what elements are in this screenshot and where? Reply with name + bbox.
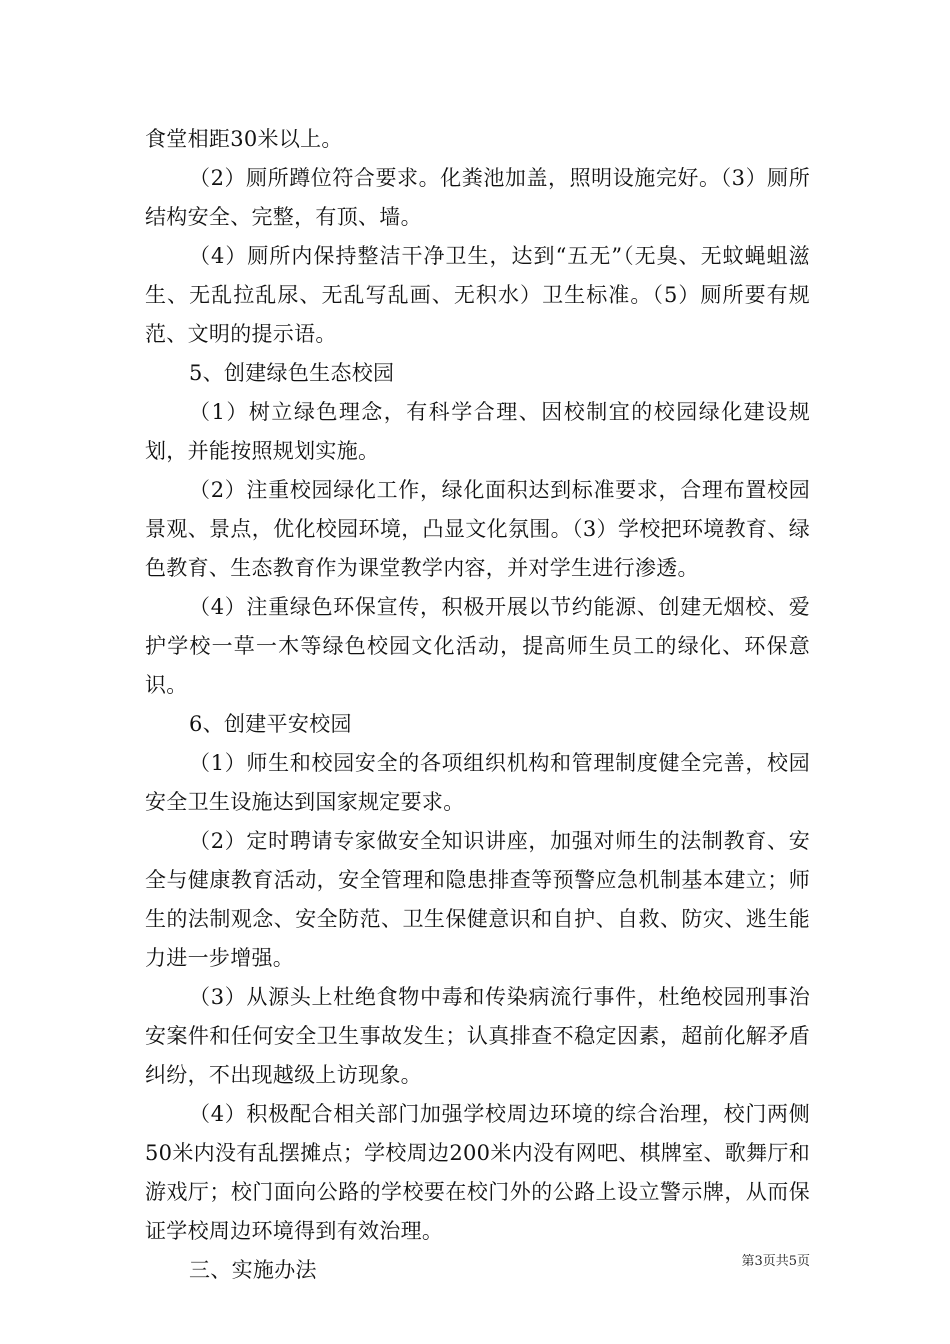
paragraph: （2）定时聘请专家做安全知识讲座，加强对师生的法制教育、安全与健康教育活动，安全管理和隐患排查等预警应急机制基本建立；师生的法制观念、安全防范、卫生保健意识和自护、自救、防灾、逃生能力进一步增强。 — [145, 829, 810, 970]
paragraph: （1）树立绿色理念，有科学合理、因校制宜的校园绿化建设规划，并能按照规划实施。 — [145, 400, 810, 463]
paragraph: 食堂相距30米以上。 — [145, 127, 343, 151]
paragraph: （2）厕所蹲位符合要求。化粪池加盖，照明设施完好。（3）厕所结构安全、完整，有顶、墙。 — [145, 166, 810, 229]
section-heading: 5、创建绿色生态校园 — [189, 361, 395, 385]
paragraph: （4）厕所内保持整洁干净卫生，达到“五无”（无臭、无蚊蝇蛆滋生、无乱拉乱尿、无乱写乱画、无积水）卫生标准。（5）厕所要有规范、文明的提示语。 — [145, 244, 810, 346]
paragraph: （2）注重校园绿化工作，绿化面积达到标准要求，合理布置校园景观、景点，优化校园环境，凸显文化氛围。（3）学校把环境教育、绿色教育、生态教育作为课堂教学内容，并对学生进行渗透。 — [145, 478, 810, 580]
paragraph: （4）积极配合相关部门加强学校周边环境的综合治理，校门两侧50米内没有乱摆摊点；学校周边200米内没有网吧、棋牌室、歌舞厅和游戏厅；校门面向公路的学校要在校门外的公路上设立警示牌，从而保证学校周边环境得到有效治理。 — [145, 1102, 810, 1243]
document-body — [145, 120, 810, 1290]
paragraph: （4）注重绿色环保宣传，积极开展以节约能源、创建无烟校、爱护学校一草一木等绿色校园文化活动，提高师生员工的绿化、环保意识。 — [145, 595, 810, 697]
section-heading: 三、实施办法 — [189, 1258, 317, 1282]
paragraph: （1）师生和校园安全的各项组织机构和管理制度健全完善，校园安全卫生设施达到国家规定要求。 — [145, 751, 810, 814]
page-number-footer: 第3页共5页 — [741, 1254, 810, 1269]
paragraph: （3）从源头上杜绝食物中毒和传染病流行事件，杜绝校园刑事治安案件和任何安全卫生事故发生；认真排查不稳定因素，超前化解矛盾纠纷，不出现越级上访现象。 — [145, 985, 810, 1087]
section-heading: 6、创建平安校园 — [189, 712, 352, 736]
